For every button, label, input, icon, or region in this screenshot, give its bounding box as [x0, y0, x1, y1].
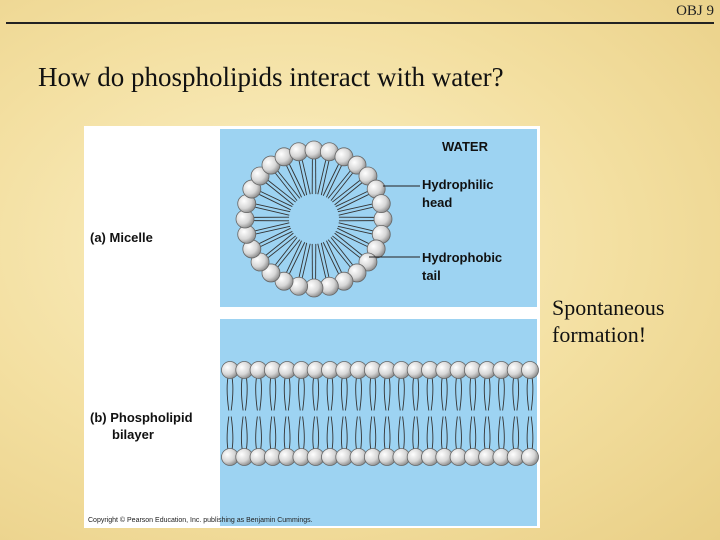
- side-note-line-2: formation!: [552, 322, 647, 347]
- copyright-notice: Copyright © Pearson Education, Inc. publishing as Benjamin Cummings.: [88, 517, 313, 524]
- phospholipid-diagram: [84, 126, 540, 528]
- hydrophobic-label-line-2: tail: [422, 268, 441, 283]
- bilayer-label-line-1: (b) Phospholipid: [90, 410, 193, 425]
- micelle-head: [372, 195, 390, 213]
- bilayer-label-line-2: bilayer: [112, 427, 154, 442]
- hydrophilic-label-line-2: head: [422, 195, 453, 210]
- bilayer-head-lower: [522, 449, 539, 466]
- water-label: WATER: [442, 139, 488, 154]
- side-note: [552, 294, 664, 348]
- side-note-line-1: Spontaneous: [552, 295, 665, 320]
- phospholipid-figure: [84, 126, 540, 528]
- micelle-label: (a) Micelle: [90, 230, 153, 245]
- hydrophobic-label-line-1: Hydrophobic: [422, 250, 503, 265]
- hydrophilic-label-line-1: Hydrophilic: [422, 177, 494, 192]
- slide-title: How do phospholipids interact with water?: [38, 62, 504, 92]
- objective-label: OBJ 9: [676, 3, 714, 19]
- title-rule: [6, 22, 714, 24]
- bilayer-head-upper: [522, 362, 539, 379]
